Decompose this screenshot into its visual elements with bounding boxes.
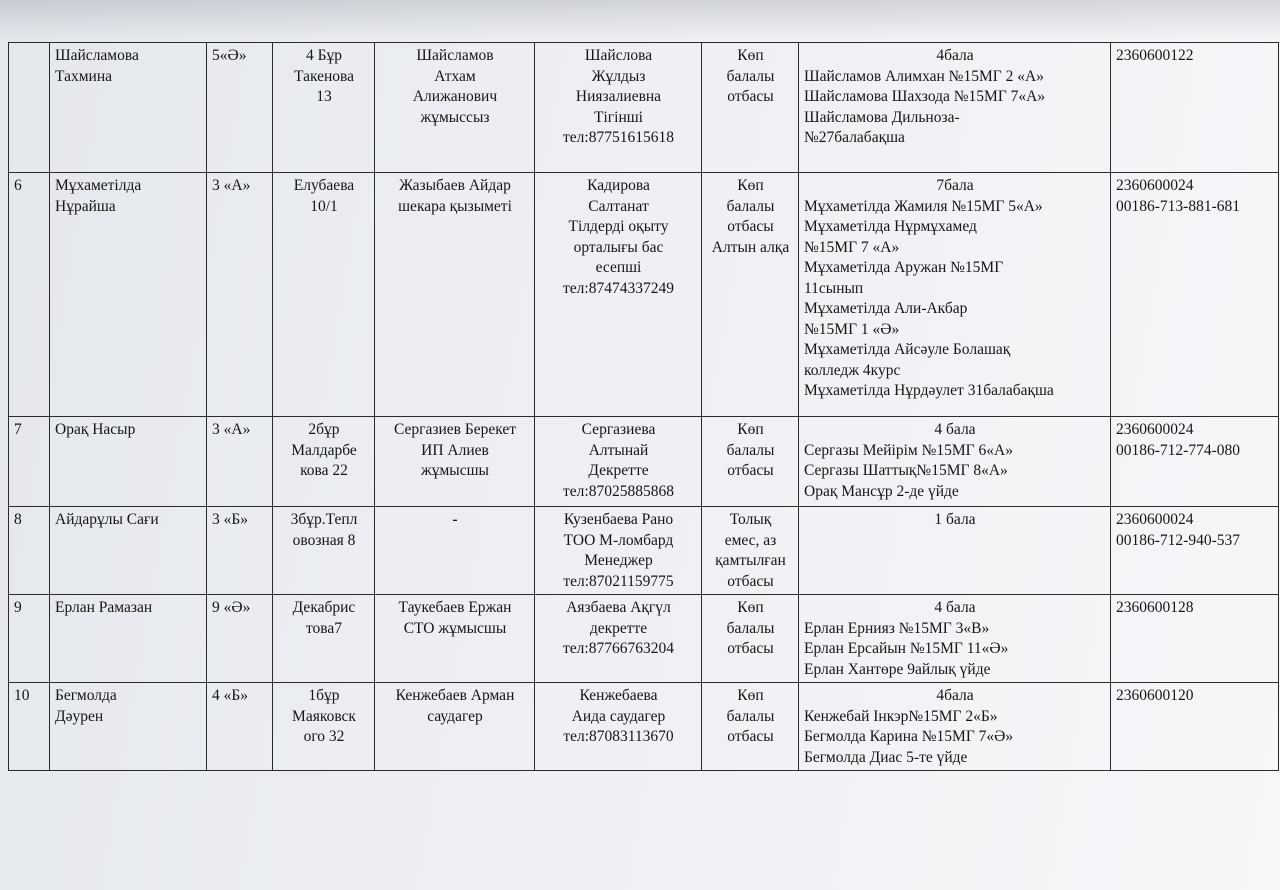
cell-children [799,683,1111,771]
address-line: 3бұр.Тепл [290,511,358,528]
status-line: Толық [729,511,772,528]
mother-phone: тел:87083113670 [563,728,674,745]
status-line: емес, аз [724,531,777,549]
cell-student-name [50,507,207,595]
cell-address [273,43,375,173]
cell-family-status [702,173,799,417]
status-line: қамтылған [715,552,786,569]
cell-family-status [702,43,799,173]
cell-number [9,507,50,595]
status-line: Көп [737,599,764,616]
address-line: Такенова [293,67,355,85]
cell-number [9,417,50,507]
row-number: 6 [14,177,22,194]
cell-student-name [50,595,207,683]
father-line: Алижанович [412,88,498,105]
mother-line: Тілдерді оқыту [568,218,669,235]
address-line: 2бұр [308,421,340,438]
mother-line: Менеджер [584,552,653,569]
children-count: 4 бала [934,421,976,438]
status-line: отбасы [727,462,774,479]
child-line: №27балабақша [804,129,905,146]
child-line: Ерлан Ерсайын №15МГ 11«Ә» [804,640,1009,657]
cell-address [273,507,375,595]
student-name-line: Шайсламова [55,47,139,64]
status-line: Алтын алқа [711,238,790,256]
cell-number [9,683,50,771]
child-line: Шайсламов Алимхан №15МГ 2 «А» [804,67,1044,85]
cell-father [375,173,535,417]
cell-number [9,173,50,417]
class-value: 4 «Б» [212,687,249,704]
cell-codes [1111,595,1279,683]
father-line: Жазыбаев Айдар [399,177,511,194]
mother-phone: тел:87474337249 [563,279,674,297]
mother-phone: тел:87021159775 [563,572,674,590]
code-line: 2360600024 [1116,177,1194,194]
mother-line: ТОО М-ломбард [563,531,674,549]
address-line: кова 22 [300,462,348,479]
cell-father [375,43,535,173]
cell-class [207,507,273,595]
status-line: балалы [726,197,775,215]
student-name-line: Айдарұлы Сағи [55,511,159,528]
mother-line: Аида саудагер [571,707,666,725]
student-name-line: Тахмина [55,67,112,85]
status-line: Көп [737,421,764,438]
cell-class [207,43,273,173]
class-value: 3 «А» [212,421,251,438]
mother-line: Декретте [588,462,649,479]
child-line: №15МГ 7 «А» [804,238,900,256]
father-line: жұмысшы [421,462,489,479]
row-number: 9 [14,599,22,616]
father-line: Шайсламов [416,47,494,64]
child-line: 11сынып [804,279,864,297]
row-number: 10 [14,687,30,704]
child-line: Мұхаметілда Нұрдәулет 31балабақша [804,382,1054,399]
father-line: СТО жұмысшы [403,619,507,637]
student-name-line: Дәурен [55,707,104,725]
page-top-shadow [0,0,1280,40]
cell-codes [1111,173,1279,417]
child-line: Бегмолда Карина №15МГ 7«Ә» [804,728,1014,745]
cell-children [799,173,1111,417]
children-count: 7бала [936,177,974,194]
cell-class [207,417,273,507]
cell-codes [1111,507,1279,595]
address-line: Малдарбе [291,441,357,459]
mother-line: Жұлдыз [591,67,646,85]
family-table [8,42,1279,771]
children-count: 4бала [936,687,974,704]
student-name-line: Орақ Насыр [55,421,136,438]
children-count: 4бала [936,47,974,64]
student-name-line: Ерлан Рамазан [55,599,153,616]
address-line: Маяковск [292,707,356,725]
status-line: отбасы [727,218,774,235]
cell-number [9,43,50,173]
cell-children [799,417,1111,507]
status-line: Көп [737,47,764,64]
cell-address [273,173,375,417]
child-line: Орақ Мансұр 2-де үйде [804,482,959,500]
status-line: балалы [726,619,775,637]
cell-student-name [50,173,207,417]
cell-student-name [50,683,207,771]
status-line: Көп [737,177,764,194]
cell-codes [1111,417,1279,507]
mother-line: Салтанат [588,197,649,215]
mother-line: Алтынай [588,441,649,459]
mother-line: Шайслова [584,47,653,64]
cell-family-status [702,683,799,771]
code-line: 2360600120 [1116,687,1194,704]
code-line: 2360600128 [1116,599,1194,616]
mother-line: есепші [595,259,642,276]
class-value: 3 «А» [212,177,251,194]
address-line: овозная 8 [292,531,356,549]
child-line: колледж 4курс [804,361,901,379]
code-line: 2360600122 [1116,47,1194,64]
class-value: 5«Ә» [212,47,247,64]
cell-address [273,417,375,507]
cell-mother [535,43,702,173]
cell-father [375,683,535,771]
cell-class [207,173,273,417]
table-row [9,507,1279,595]
cell-student-name [50,417,207,507]
status-line: отбасы [727,728,774,745]
row-number: 8 [14,511,22,528]
address-line: 4 Бұр [305,47,343,64]
cell-codes [1111,683,1279,771]
child-line: Мұхаметілда Нұрмұхамед [804,218,977,235]
cell-student-name [50,43,207,173]
table-body [9,43,1279,771]
father-line: саудагер [427,707,483,725]
mother-line: Ниязалиевна [575,88,662,105]
address-line: 1бұр [308,687,340,704]
father-line: Таукебаев Ержан [398,599,512,616]
address-line: Елубаева [293,177,355,194]
mother-line: Сергазиева [581,421,656,438]
father-line: шекара қызыметі [398,197,512,215]
cell-children [799,595,1111,683]
mother-phone: тел:87766763204 [563,640,674,657]
father-line: - [452,511,458,528]
cell-mother [535,417,702,507]
mother-line: Кенжебаева [579,687,658,704]
address-line: ого 32 [303,728,345,745]
class-value: 3 «Б» [212,511,249,528]
cell-family-status [702,507,799,595]
student-name-line: Нұрайша [55,197,116,215]
status-line: балалы [726,441,775,459]
cell-address [273,595,375,683]
child-line: Мұхаметілда Айсәуле Болашақ [804,341,1011,358]
child-line: Мұхаметілда Аружан №15МГ [804,259,1004,276]
child-line: Кенжебай Інкэр№15МГ 2«Б» [804,707,998,725]
code-line: 2360600024 [1116,511,1194,528]
address-line: Декабрис [292,599,356,616]
cell-class [207,683,273,771]
table-row [9,43,1279,173]
table-row [9,595,1279,683]
mother-line: Кузенбаева Рано [563,511,674,528]
child-line: Бегмолда Диас 5-те үйде [804,748,968,766]
student-name-line: Мұхаметілда [55,177,142,194]
mother-line: Кадирова [587,177,650,194]
father-line: Кенжебаев Арман [395,687,515,704]
status-line: отбасы [727,640,774,657]
code-line: 00186-712-940-537 [1116,531,1240,549]
father-line: жұмыссыз [420,108,490,126]
children-count: 1 бала [934,511,976,528]
status-line: отбасы [727,88,774,105]
cell-class [207,595,273,683]
child-line: Мұхаметілда Али-Акбар [804,300,968,317]
mother-line: орталығы бас [573,238,664,256]
student-name-line: Бегмолда [55,687,117,704]
child-line: Шайсламова Шахзода №15МГ 7«А» [804,88,1046,105]
mother-phone: тел:87751615618 [563,129,674,146]
status-line: отбасы [727,572,774,590]
cell-father [375,417,535,507]
mother-line: декретте [589,619,648,637]
father-line: Атхам [434,67,476,85]
child-line: Ерлан Ернияз №15МГ 3«В» [804,619,990,637]
child-line: Мұхаметілда Жамиля №15МГ 5«А» [804,197,1043,215]
address-line: това7 [305,619,343,637]
cell-family-status [702,595,799,683]
table-row [9,417,1279,507]
cell-mother [535,507,702,595]
children-count: 4 бала [934,599,976,616]
code-line: 00186-712-774-080 [1116,441,1240,459]
cell-family-status [702,417,799,507]
row-number: 7 [14,421,22,438]
cell-father [375,507,535,595]
child-line: Шайсламова Дильноза- [804,108,960,126]
status-line: Көп [737,687,764,704]
cell-mother [535,683,702,771]
cell-mother [535,595,702,683]
cell-mother [535,173,702,417]
cell-codes [1111,43,1279,173]
cell-number [9,595,50,683]
code-line: 00186-713-881-681 [1116,197,1240,215]
code-line: 2360600024 [1116,421,1194,438]
mother-phone: тел:87025885868 [563,482,674,500]
status-line: балалы [726,67,775,85]
mother-line: Аязбаева Ақгүл [566,599,671,616]
father-line: Сергазиев Берекет [393,421,517,438]
mother-line: Тігінші [594,108,643,126]
table-row [9,683,1279,771]
status-line: балалы [726,707,775,725]
address-line: 10/1 [310,197,338,215]
cell-father [375,595,535,683]
child-line: Сергазы Мейірім №15МГ 6«А» [804,441,1013,459]
child-line: Ерлан Хантөре 9айлық үйде [804,660,991,678]
father-line: ИП Алиев [421,441,489,459]
cell-children [799,43,1111,173]
child-line: Сергазы Шаттық№15МГ 8«А» [804,462,1008,479]
cell-address [273,683,375,771]
child-line: №15МГ 1 «Ә» [804,320,900,338]
table-row [9,173,1279,417]
cell-children [799,507,1111,595]
class-value: 9 «Ә» [212,599,251,616]
address-line: 13 [316,88,332,105]
